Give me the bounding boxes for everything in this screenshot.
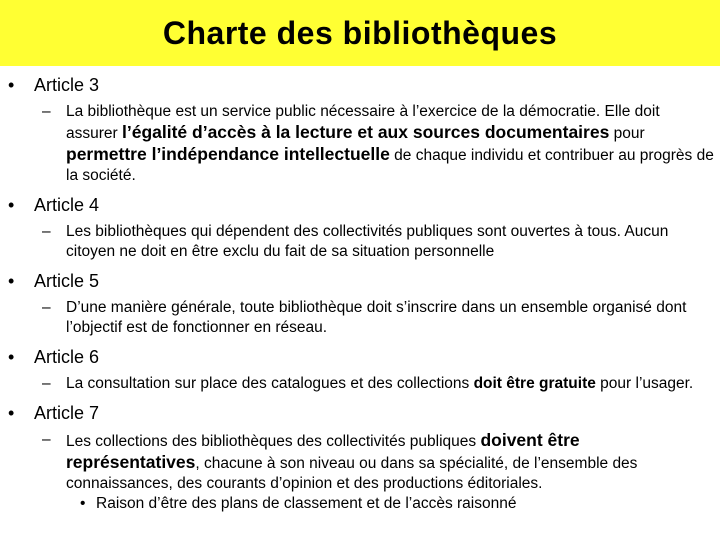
article-7-subpoint-text: Raison d’être des plans de classement et de l’accès raisonné	[96, 495, 517, 512]
bullet-icon: •	[80, 495, 86, 512]
article-label: Article 3	[34, 75, 100, 95]
article-7-text	[0, 430, 720, 494]
article-4-text	[0, 222, 720, 262]
article-7-subpoint	[0, 494, 720, 514]
page-title: Charte des bibliothèques	[162, 14, 558, 51]
article-6-heading	[0, 346, 720, 368]
bullet-icon: •	[8, 403, 15, 423]
article-4-text-body: Les bibliothèques qui dépendent des collectivités publiques sont ouvertes à tous. Aucun citoyen ne doit en être exclu du fait de sa situation personnelle	[66, 223, 669, 260]
article-7-heading	[0, 402, 720, 424]
article-4-heading	[0, 194, 720, 216]
article-3-bold-2: permettre l’indépendance intellectuelle	[66, 144, 390, 164]
article-5-heading	[0, 270, 720, 292]
bullet-icon: •	[8, 195, 15, 215]
title-bar	[0, 0, 720, 66]
dash-icon: –	[42, 375, 51, 392]
bullet-icon: •	[8, 75, 15, 95]
article-label: Article 5	[34, 271, 100, 291]
article-3-text	[0, 102, 720, 186]
dash-icon: –	[42, 431, 51, 448]
article-3-text-part3: de chaque individu et contribuer au progrès de la société.	[66, 147, 714, 184]
article-label: Article 7	[34, 403, 100, 423]
article-6-text	[0, 374, 720, 394]
article-5-text-body: D’une manière générale, toute bibliothèque doit s’inscrire dans un ensemble organisé dont l’objectif est de fonctionner en réseau.	[66, 299, 687, 336]
article-7-bold: doivent être représentatives	[66, 430, 580, 472]
article-3-text-part2: pour	[609, 125, 645, 142]
article-6-bold: doit être gratuite	[473, 375, 596, 392]
article-6-text-part2: pour l’usager.	[595, 375, 694, 392]
dash-icon: –	[42, 103, 51, 120]
article-5-text	[0, 298, 720, 338]
dash-icon: –	[42, 299, 51, 316]
bullet-icon: •	[8, 347, 15, 367]
bullet-icon: •	[8, 271, 15, 291]
article-7-text-part1: Les collections des bibliothèques des collectivités publiques	[66, 433, 481, 450]
article-7-text-part2: , chacune à son niveau ou dans sa spécialité, de l’ensemble des connaissances, des courants d’opinion et des productions éditoriales.	[66, 455, 638, 492]
dash-icon: –	[42, 223, 51, 240]
article-6-text-part1: La consultation sur place des catalogues et des collections	[66, 375, 474, 392]
article-3-heading	[0, 74, 720, 96]
article-3-bold-1: l’égalité d’accès à la lecture et aux sources documentaires	[122, 122, 610, 142]
article-label: Article 4	[34, 195, 100, 215]
article-3-text-part1: La bibliothèque est un service public nécessaire à l’exercice de la démocratie. Elle doit assurer	[66, 103, 660, 142]
article-label: Article 6	[34, 347, 100, 367]
slide-content	[0, 74, 720, 514]
